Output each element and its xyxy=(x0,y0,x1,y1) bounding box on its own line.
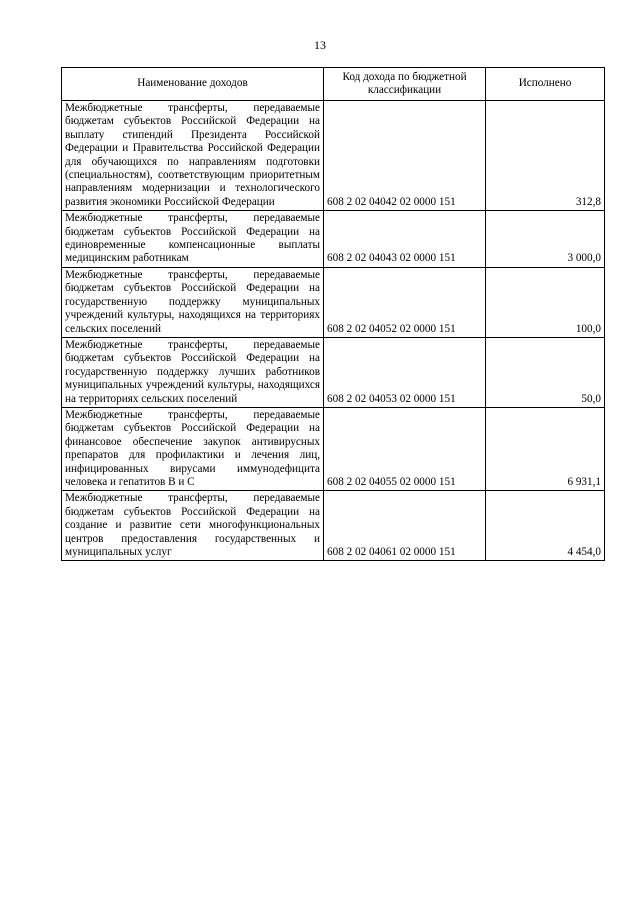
revenue-table xyxy=(61,67,605,561)
revenue-code-cell: 608 2 02 04042 02 0000 151 xyxy=(324,101,486,211)
header-executed: Исполнено xyxy=(486,68,605,101)
table-row xyxy=(62,491,605,561)
table-row xyxy=(62,337,605,407)
executed-value-cell: 312,8 xyxy=(486,101,605,211)
table-row xyxy=(62,407,605,490)
revenue-code-cell: 608 2 02 04053 02 0000 151 xyxy=(324,337,486,407)
executed-value-cell: 50,0 xyxy=(486,337,605,407)
revenue-code-cell: 608 2 02 04052 02 0000 151 xyxy=(324,267,486,337)
table-row xyxy=(62,211,605,268)
executed-value-cell: 3 000,0 xyxy=(486,211,605,268)
header-revenue-code: Код дохода по бюджетной классификации xyxy=(324,68,486,101)
executed-value-cell: 100,0 xyxy=(486,267,605,337)
revenue-name-cell: Межбюджетные трансферты, передаваемые бюджетам субъектов Российской Федерации на единовременные компенсационные выплаты медицинским работникам xyxy=(62,211,324,268)
table-row xyxy=(62,101,605,211)
table-header-row xyxy=(62,68,605,101)
revenue-name-cell: Межбюджетные трансферты, передаваемые бюджетам субъектов Российской Федерации на государственную поддержку муниципальных учреждений культуры, находящихся на территориях сельских поселений xyxy=(62,267,324,337)
revenue-name-cell: Межбюджетные трансферты, передаваемые бюджетам субъектов Российской Федерации на финансовое обеспечение закупок антивирусных препаратов для профилактики и лечения лиц, инфицированных вирусами иммунодефицита человека и гепатитов В и С xyxy=(62,407,324,490)
header-revenue-name: Наименование доходов xyxy=(62,68,324,101)
revenue-code-cell: 608 2 02 04055 02 0000 151 xyxy=(324,407,486,490)
revenue-name-cell: Межбюджетные трансферты, передаваемые бюджетам субъектов Российской Федерации на создание и развитие сети многофункциональных центров предоставления государственных и муниципальных услуг xyxy=(62,491,324,561)
table-row xyxy=(62,267,605,337)
executed-value-cell: 6 931,1 xyxy=(486,407,605,490)
revenue-name-cell: Межбюджетные трансферты, передаваемые бюджетам субъектов Российской Федерации на государственную поддержку лучших работников муниципальных учреждений культуры, находящихся на территориях сельских поселений xyxy=(62,337,324,407)
revenue-name-cell: Межбюджетные трансферты, передаваемые бюджетам субъектов Российской Федерации на выплату стипендий Президента Российской Федерации и Правительства Российской Федерации для обучающихся по направлениям подготовки (специальностям), соответствующим приоритетным направлениям модернизации и технологического развития экономики Российской Федерации xyxy=(62,101,324,211)
page-number: 13 xyxy=(314,38,326,52)
executed-value-cell: 4 454,0 xyxy=(486,491,605,561)
revenue-code-cell: 608 2 02 04061 02 0000 151 xyxy=(324,491,486,561)
revenue-code-cell: 608 2 02 04043 02 0000 151 xyxy=(324,211,486,268)
